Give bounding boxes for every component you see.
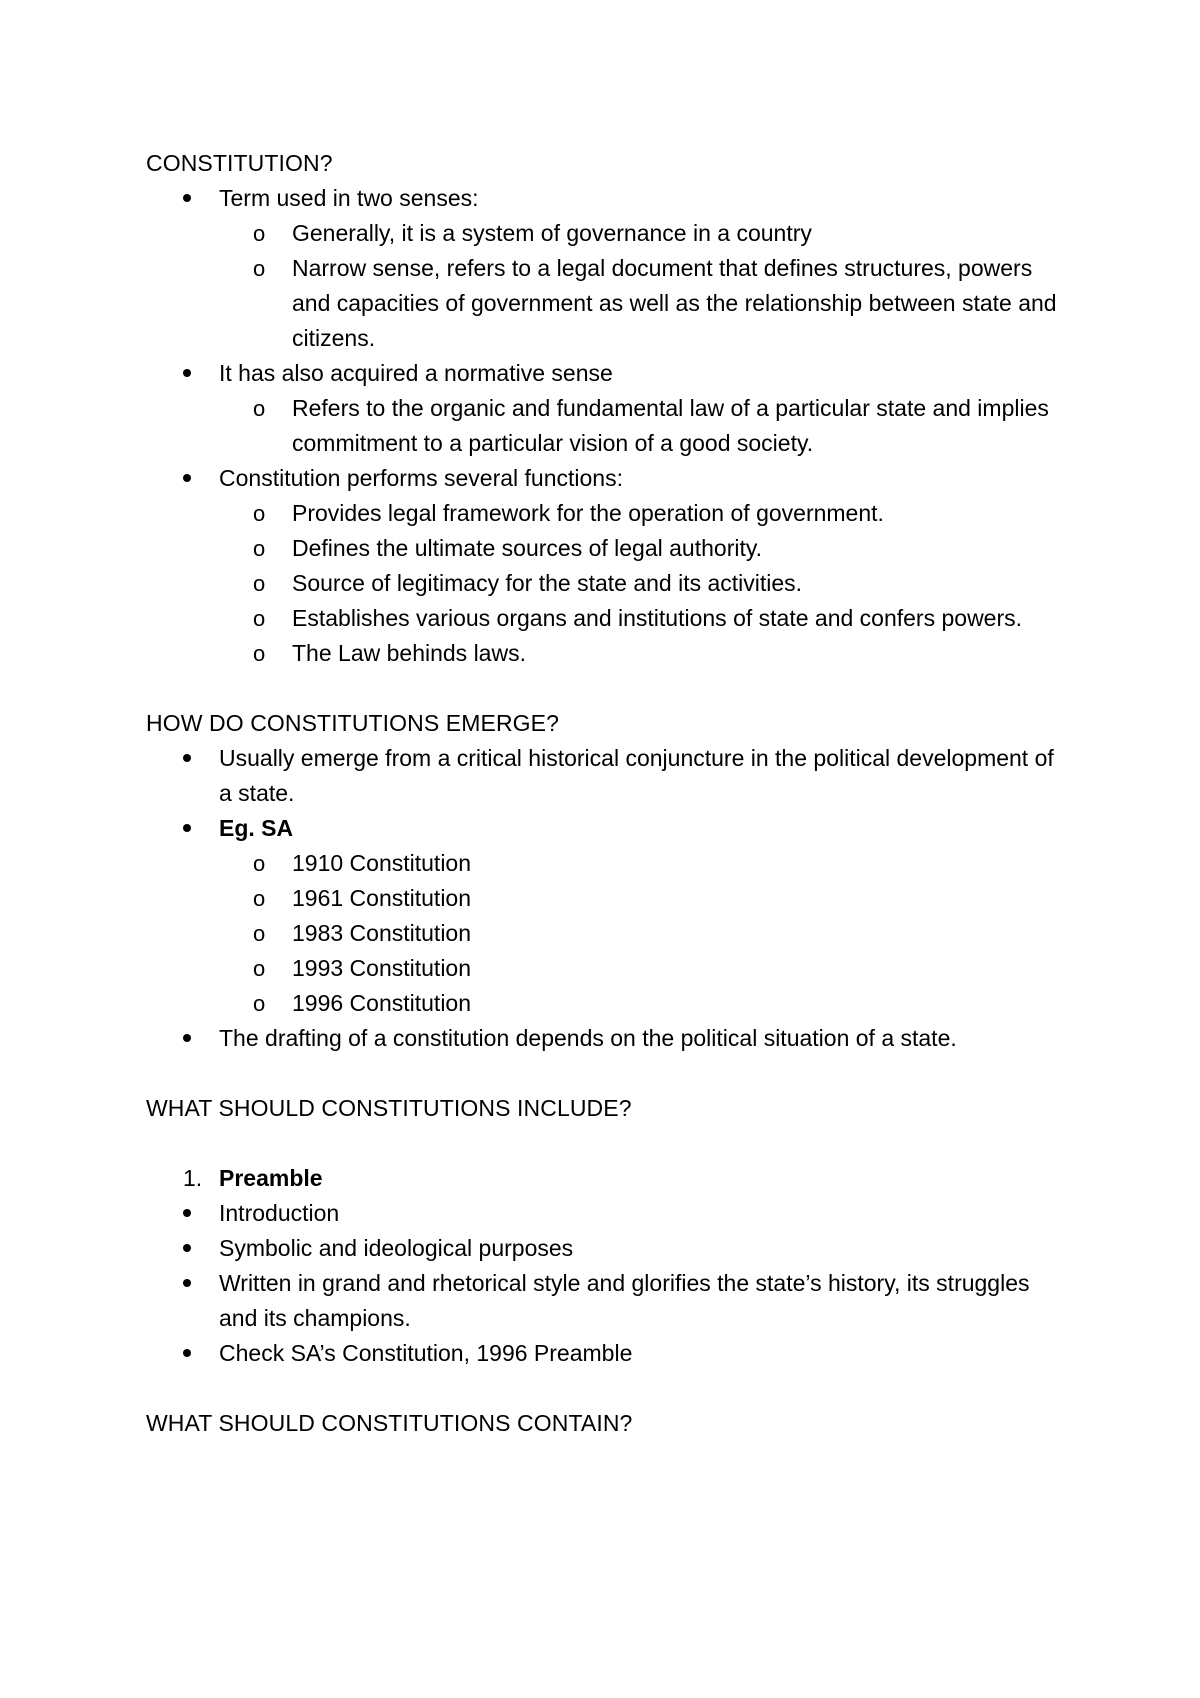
sub-bullet-list <box>219 846 1066 1021</box>
circle-bullet-icon: o <box>253 221 266 246</box>
sub-list-item <box>219 846 1066 881</box>
document-content <box>146 146 1066 1441</box>
bullet-icon <box>183 1336 203 1371</box>
list-item <box>146 1266 1066 1336</box>
paragraph-gap <box>146 1056 1066 1091</box>
sub-list-item-text: Defines the ultimate sources of legal authority. <box>292 535 763 561</box>
sub-bullet-list <box>219 496 1066 671</box>
number-marker: 1. <box>183 1165 203 1191</box>
bullet-icon <box>183 356 203 391</box>
circle-bullet-icon: o <box>253 886 266 911</box>
bullet-icon <box>183 1021 203 1056</box>
circle-bullet-icon: o <box>253 501 266 526</box>
sub-bullet-list <box>219 391 1066 461</box>
bullet-icon <box>183 811 203 846</box>
sub-list-item <box>219 986 1066 1021</box>
sub-list-item-text: 1961 Constitution <box>292 885 472 911</box>
sub-list-item <box>219 566 1066 601</box>
sub-list-item-text: Source of legitimacy for the state and its activities. <box>292 570 803 596</box>
sub-list-item-text: The Law behinds laws. <box>292 640 526 666</box>
list-item <box>146 741 1066 811</box>
sub-list-item-text: Establishes various organs and institutions of state and confers powers. <box>292 605 1023 631</box>
bullet-icon <box>183 1266 203 1301</box>
list-item <box>146 181 1066 356</box>
circle-bullet-icon: o <box>253 606 266 631</box>
sub-list-item-text: 1910 Constitution <box>292 850 472 876</box>
section-heading-contain: WHAT SHOULD CONSTITUTIONS CONTAIN? <box>146 1410 633 1436</box>
list-item <box>146 1336 1066 1371</box>
sub-list-item-text: 1983 Constitution <box>292 920 472 946</box>
list-item <box>146 1196 1066 1231</box>
section-heading-include: WHAT SHOULD CONSTITUTIONS INCLUDE? <box>146 1095 632 1121</box>
circle-bullet-icon: o <box>253 851 266 876</box>
bullet-icon <box>183 461 203 496</box>
sub-list-item <box>219 951 1066 986</box>
sub-list-item <box>219 916 1066 951</box>
bullet-list <box>146 181 1066 671</box>
sub-list-item-text: 1993 Constitution <box>292 955 472 981</box>
bullet-icon <box>183 1196 203 1231</box>
list-item <box>146 811 1066 1021</box>
circle-bullet-icon: o <box>253 536 266 561</box>
circle-bullet-icon: o <box>253 256 266 281</box>
sub-list-item-text: Refers to the organic and fundamental law of a particular state and implies commitment to a particular vision of a good society. <box>292 395 1049 456</box>
section-heading-constitution: CONSTITUTION? <box>146 150 333 176</box>
numbered-item <box>146 1161 1066 1196</box>
paragraph-gap <box>146 671 1066 706</box>
circle-bullet-icon: o <box>253 396 266 421</box>
paragraph-gap <box>146 1371 1066 1406</box>
list-item-text: Usually emerge from a critical historical conjuncture in the political development of a state. <box>219 745 1054 806</box>
circle-bullet-icon: o <box>253 921 266 946</box>
sub-list-item <box>219 251 1066 356</box>
section-heading-emerge: HOW DO CONSTITUTIONS EMERGE? <box>146 710 559 736</box>
circle-bullet-icon: o <box>253 956 266 981</box>
list-item <box>146 461 1066 671</box>
list-item-text: Symbolic and ideological purposes <box>219 1235 574 1261</box>
circle-bullet-icon: o <box>253 571 266 596</box>
list-item-text: Check SA’s Constitution, 1996 Preamble <box>219 1340 633 1366</box>
bullet-list <box>146 741 1066 1056</box>
list-item <box>146 1231 1066 1266</box>
bullet-icon <box>183 1231 203 1266</box>
paragraph-gap <box>146 1126 1066 1161</box>
bullet-list <box>146 1196 1066 1371</box>
list-item-text: Term used in two senses: <box>219 185 479 211</box>
bullet-icon <box>183 181 203 216</box>
circle-bullet-icon: o <box>253 641 266 666</box>
numbered-item-title: Preamble <box>219 1165 323 1191</box>
sub-list-item-text: Narrow sense, refers to a legal document that defines structures, powers and capacities of government as well as the relationship between state and citizens. <box>292 255 1057 351</box>
list-item-text: It has also acquired a normative sense <box>219 360 613 386</box>
sub-list-item <box>219 636 1066 671</box>
sub-list-item-text: Provides legal framework for the operation of government. <box>292 500 884 526</box>
list-item-text: Written in grand and rhetorical style and glorifies the state’s history, its struggles and its champions. <box>219 1270 1030 1331</box>
sub-list-item-text: 1996 Constitution <box>292 990 472 1016</box>
sub-list-item-text: Generally, it is a system of governance in a country <box>292 220 812 246</box>
list-item-text: Eg. SA <box>219 815 294 841</box>
list-item-text: Introduction <box>219 1200 340 1226</box>
sub-list-item <box>219 216 1066 251</box>
list-item <box>146 356 1066 461</box>
list-item-text: Constitution performs several functions: <box>219 465 623 491</box>
sub-list-item <box>219 881 1066 916</box>
sub-list-item <box>219 496 1066 531</box>
numbered-list <box>146 1161 1066 1196</box>
circle-bullet-icon: o <box>253 991 266 1016</box>
sub-list-item <box>219 531 1066 566</box>
list-item-text: The drafting of a constitution depends on the political situation of a state. <box>219 1025 957 1051</box>
list-item <box>146 1021 1066 1056</box>
sub-bullet-list <box>219 216 1066 356</box>
sub-list-item <box>219 601 1066 636</box>
sub-list-item <box>219 391 1066 461</box>
bullet-icon <box>183 741 203 776</box>
